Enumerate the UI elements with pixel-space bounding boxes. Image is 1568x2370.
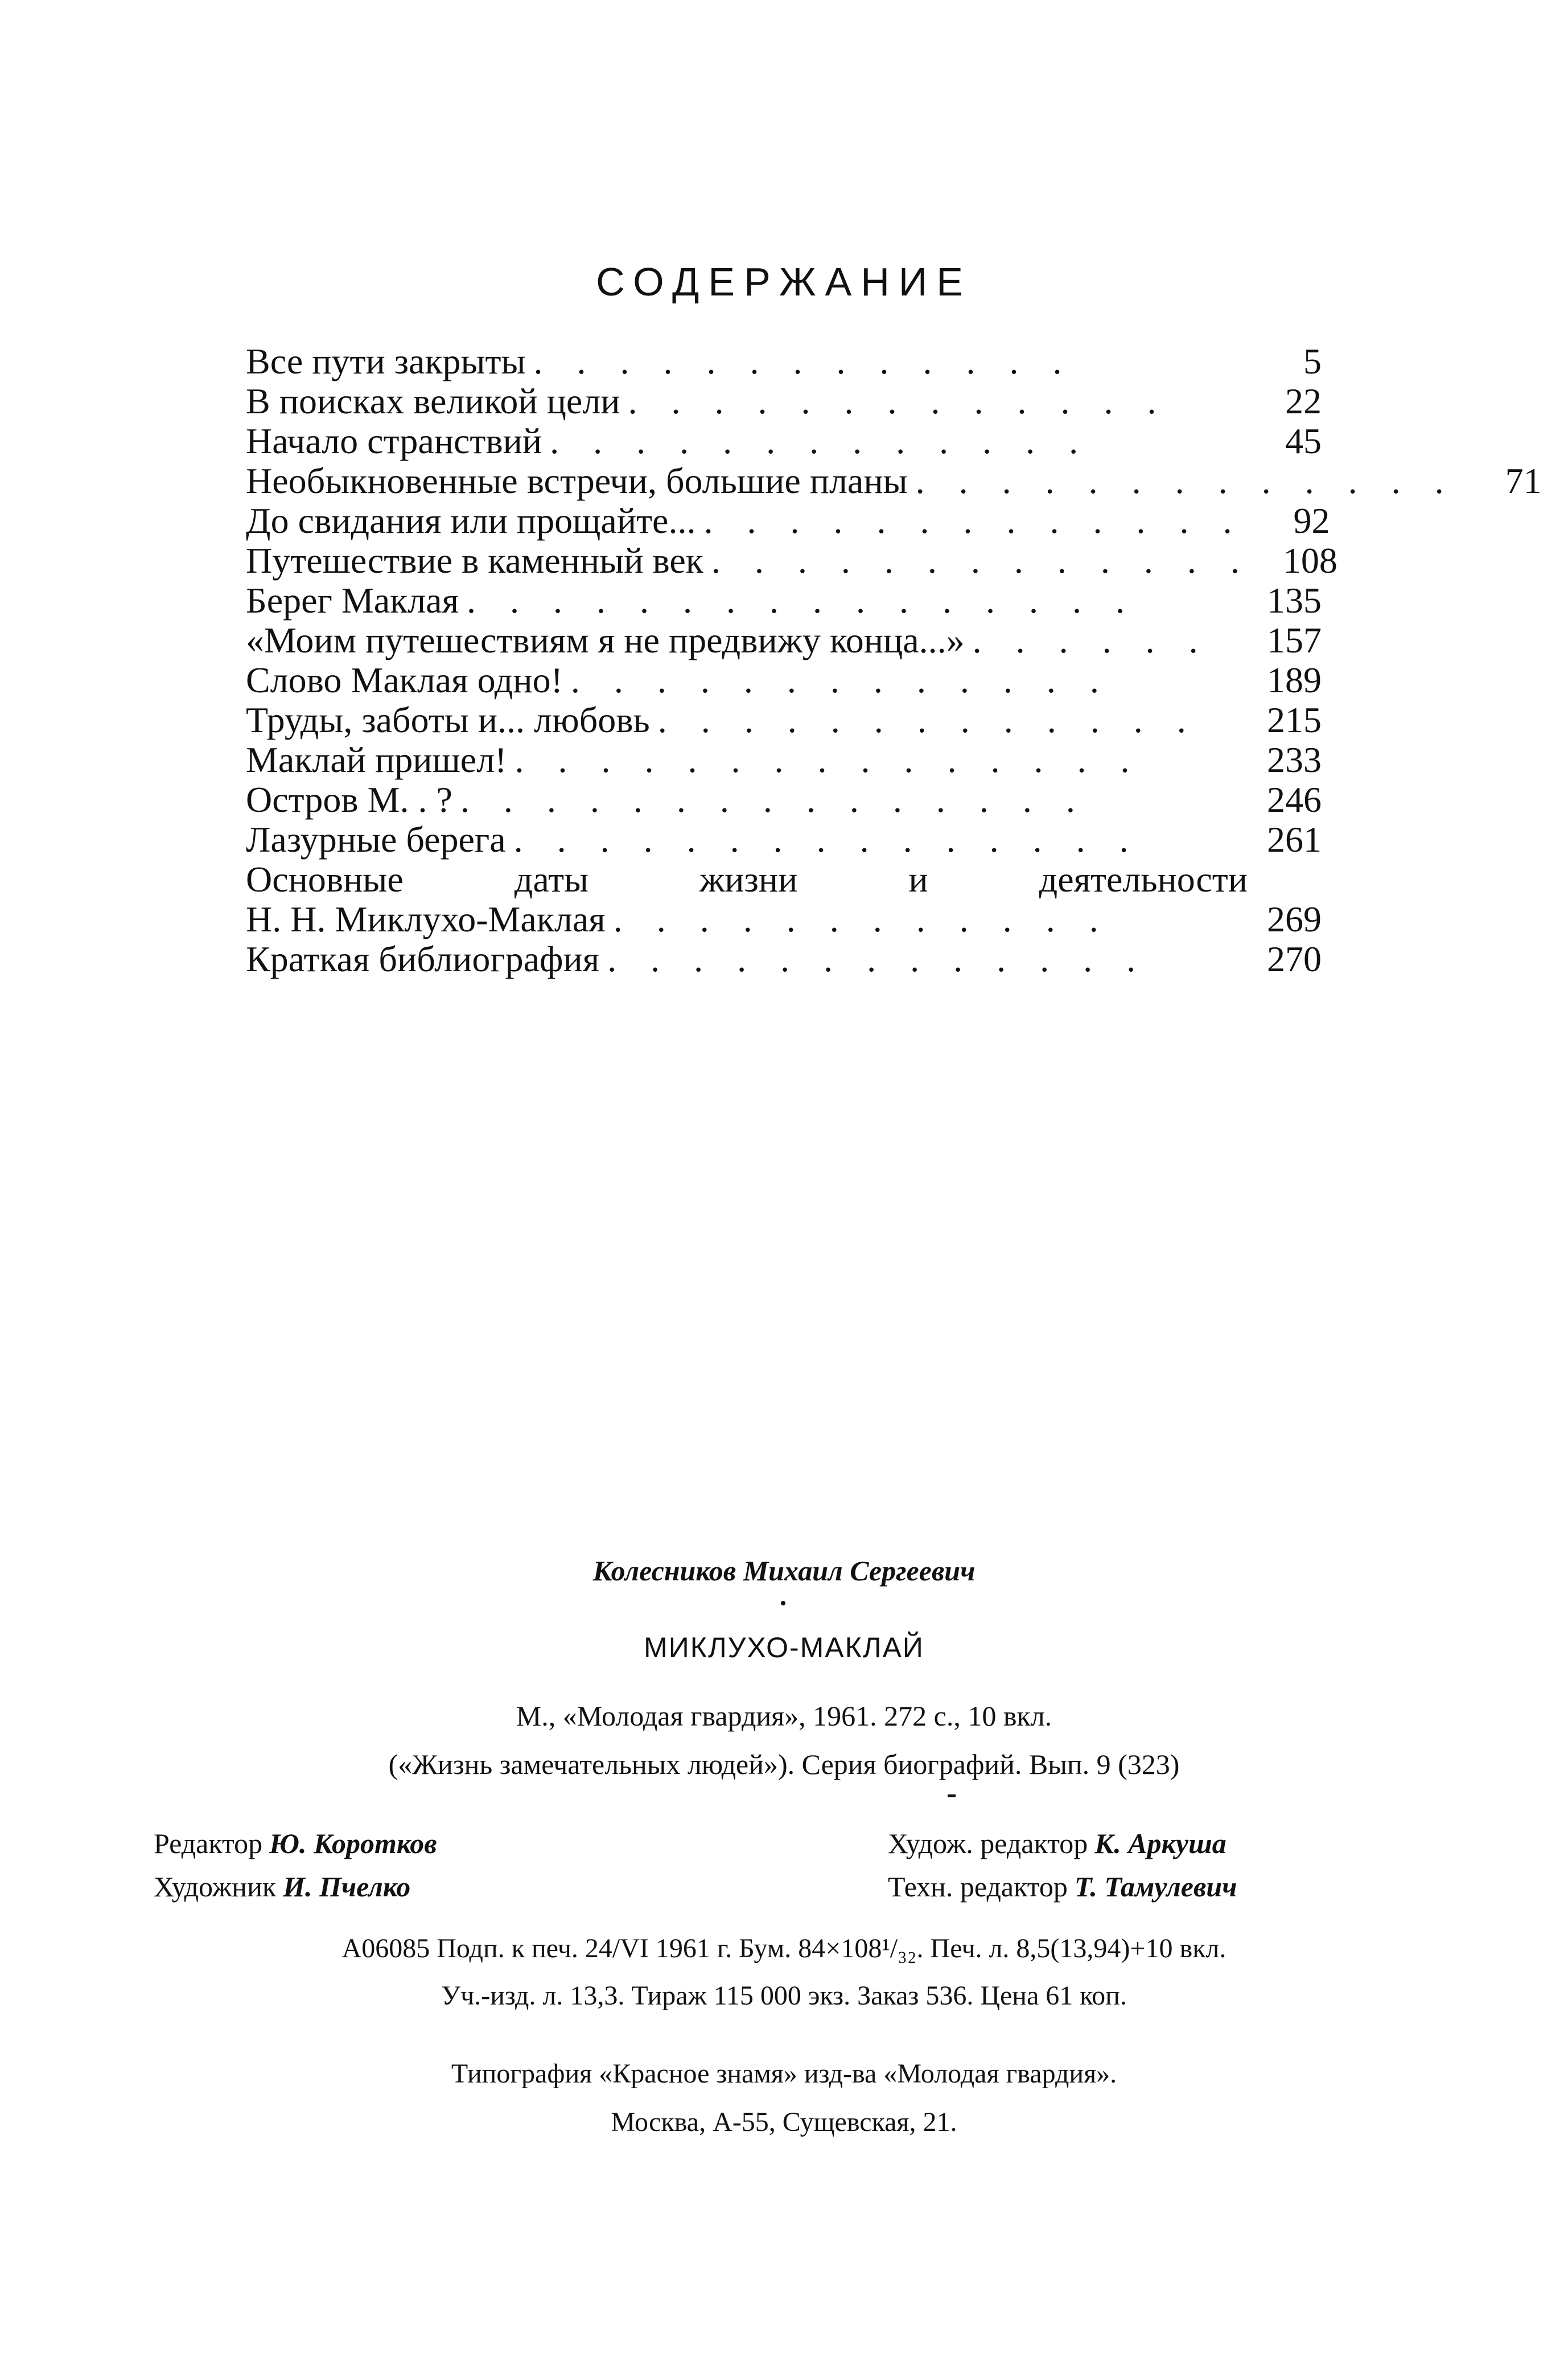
- toc-entry-page: 233: [1267, 740, 1322, 780]
- toc-entry-leader: . . . . . . . . . . . .: [613, 899, 1111, 939]
- publication-info: М., «Молодая гвардия», 1961. 272 с., 10 вкл.: [516, 1700, 1052, 1732]
- toc-entry-leader: . . . . . . . . . . . . . . . .: [467, 580, 1137, 621]
- toc-entry-page: 189: [1267, 660, 1322, 700]
- toc-entry-title: Труды, заботы и... любовь: [246, 700, 650, 740]
- toc-entry-leader: . . . . . . . . . . . . . . .: [460, 779, 1088, 820]
- toc-entry: [246, 461, 1542, 501]
- toc-entry-page: 5: [1303, 341, 1322, 381]
- series-info: («Жизнь замечательных людей»). Серия биографий. Вып. 9 (323): [388, 1748, 1180, 1780]
- print-run-line: Уч.-изд. л. 13,3. Тираж 115 000 экз. Заказ 536. Цена 61 коп.: [441, 1981, 1127, 2011]
- toc-entry-page: 22: [1285, 381, 1322, 421]
- toc-entry-leader: . . . . . . . . . . . . .: [703, 500, 1245, 541]
- toc-entry-page: 246: [1267, 779, 1322, 820]
- toc-entry-title: Слово Маклая одно!: [246, 660, 563, 700]
- toc-entry: [246, 860, 1322, 899]
- toc-entry-leader: . . . . . . . . . . . . .: [550, 421, 1091, 461]
- credit-artist: [154, 1865, 437, 1908]
- printing-house-address: Москва, А-55, Сущевская, 21.: [611, 2107, 957, 2137]
- book-title: МИКЛУХО-МАКЛАЙ: [644, 1632, 924, 1663]
- toc-entry-page: 71: [1505, 461, 1542, 501]
- toc-entry: [246, 540, 1337, 581]
- credit-role: Художник: [154, 1871, 277, 1903]
- toc-entry: [246, 581, 1322, 621]
- toc-entry: [246, 700, 1322, 740]
- toc-entry-title: Путешествие в каменный век: [246, 540, 703, 581]
- toc-entry-title: Маклай пришел!: [246, 740, 507, 780]
- toc-entry-title: Берег Маклая: [246, 580, 459, 621]
- toc-entry-title: Начало странствий: [246, 421, 542, 461]
- toc-entry-title: Краткая библиография: [246, 939, 600, 979]
- toc-entry-page: 215: [1267, 700, 1322, 740]
- toc-entry-leader: . . . . . .: [972, 620, 1211, 660]
- toc-entry-page: 269: [1267, 899, 1322, 939]
- toc-title: СОДЕРЖАНИЕ: [596, 260, 972, 304]
- toc-entry: [246, 421, 1322, 461]
- separator-dash: [948, 1794, 956, 1797]
- credit-name: Ю. Коротков: [269, 1827, 437, 1859]
- toc-entry-leader: . . . . . . . . . . . . .: [607, 939, 1149, 979]
- credit-tech-editor: [888, 1865, 1237, 1908]
- toc-entry: [246, 740, 1322, 780]
- toc-entry-title: Лазурные берега: [246, 819, 506, 860]
- credit-name: Т. Тамулевич: [1074, 1871, 1237, 1903]
- toc-entry: [246, 899, 1322, 939]
- toc-entry-leader: . . . . . . . . . . . . .: [657, 700, 1199, 740]
- toc-entry-title: Остров М. . ?: [246, 779, 452, 820]
- toc-entry-title: «Моим путешествиям я не предвижу конца...»: [246, 620, 965, 660]
- toc-entry-title: Основные даты жизни и деятельности: [246, 859, 1248, 899]
- author-name: Колесников Михаил Сергеевич: [592, 1555, 976, 1587]
- toc-entry-leader: . . . . . . . . . . . . .: [628, 381, 1169, 421]
- toc-entry-page: 270: [1267, 939, 1322, 979]
- credits-right: [888, 1822, 1237, 1908]
- toc-entry-page: 108: [1282, 540, 1337, 581]
- toc-entry-page: 92: [1293, 500, 1330, 541]
- toc-entry-leader: . . . . . . . . . . . . .: [570, 660, 1112, 700]
- toc-entry-title: Н. Н. Миклухо-Маклая: [246, 899, 606, 939]
- toc-entry-title: Все пути закрыты: [246, 341, 526, 381]
- toc-entry: [246, 780, 1322, 820]
- credit-role: Техн. редактор: [888, 1871, 1068, 1903]
- toc-entry: [246, 820, 1322, 860]
- print-specs-line: А06085 Подп. к печ. 24/VI 1961 г. Бум. 84×108¹/₃₂. Печ. л. 8,5(13,94)+10 вкл.: [341, 1933, 1227, 1964]
- credit-art-editor: [888, 1822, 1237, 1865]
- credit-name: И. Пчелко: [283, 1871, 411, 1903]
- credit-editor: [154, 1822, 437, 1865]
- toc-entry: [246, 381, 1322, 421]
- toc-entry-page: 157: [1267, 620, 1322, 660]
- toc-entry: [246, 342, 1322, 381]
- toc-entry-leader: . . . . . . . . . . . . . . .: [513, 819, 1141, 860]
- toc-entry-title: Необыкновенные встречи, большие планы: [246, 461, 908, 501]
- credit-name: К. Аркуша: [1094, 1827, 1227, 1859]
- toc-entry-leader: . . . . . . . . . . . . . . .: [515, 740, 1142, 780]
- toc-entry: [246, 660, 1322, 700]
- toc-entry: [246, 939, 1322, 979]
- toc-entry: [246, 621, 1322, 660]
- toc-entry-leader: . . . . . . . . . . . . .: [711, 540, 1252, 581]
- table-of-contents: [246, 341, 1542, 979]
- printing-house: Типография «Красное знамя» изд-ва «Молодая гвардия».: [451, 2059, 1117, 2089]
- toc-entry-page: 261: [1267, 819, 1322, 860]
- credits-left: [154, 1822, 437, 1908]
- toc-entry-leader: . . . . . . . . . . . . .: [915, 461, 1456, 501]
- toc-entry-page: 135: [1267, 580, 1322, 621]
- toc-entry-title: До свидания или прощайте...: [246, 500, 696, 541]
- toc-entry: [246, 500, 1330, 541]
- separator-dot: [781, 1601, 785, 1605]
- credit-role: Худож. редактор: [888, 1827, 1088, 1859]
- toc-entry-title: В поисках великой цели: [246, 381, 620, 421]
- credit-role: Редактор: [154, 1827, 263, 1859]
- toc-entry-page: 45: [1285, 421, 1322, 461]
- toc-entry-leader: . . . . . . . . . . . . .: [533, 341, 1075, 381]
